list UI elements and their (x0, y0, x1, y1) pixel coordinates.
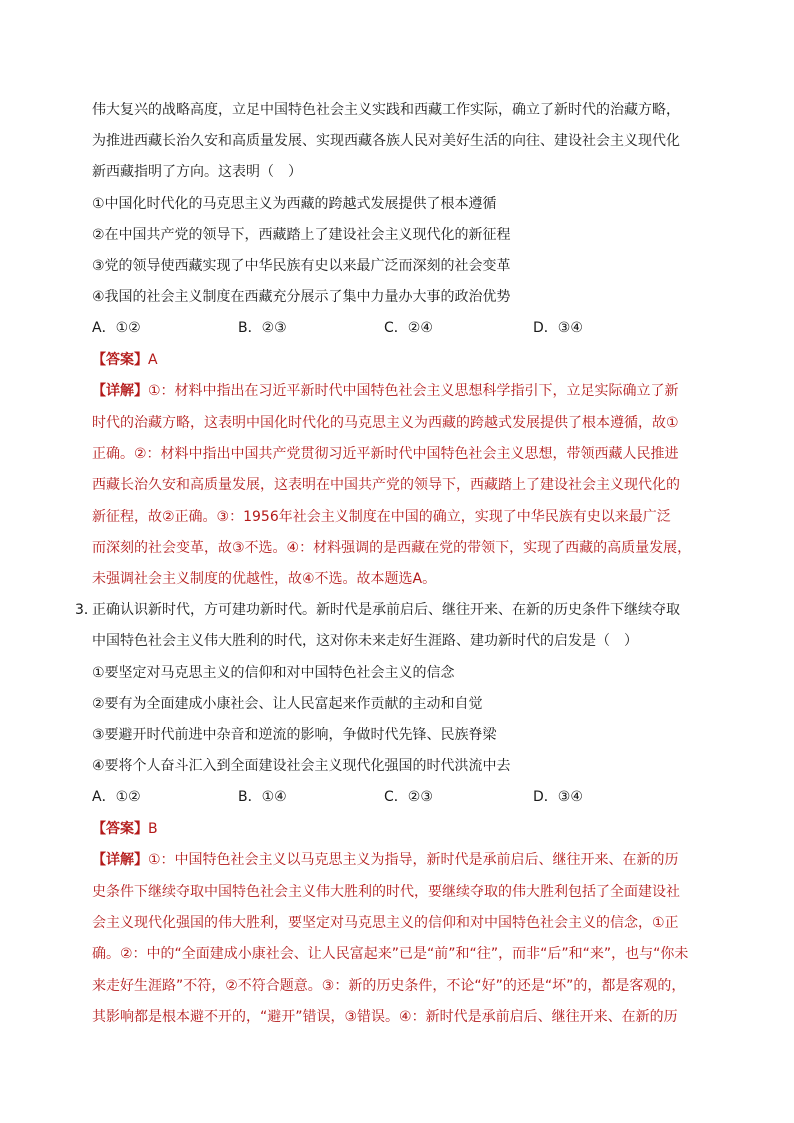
q3-detail-line-1 (92, 850, 712, 870)
q3-detail-tag: 【详解】 (92, 852, 148, 868)
q3-detail-line-2: 史条件下继续夺取中国特色社会主义伟大胜利的时代，要继续夺取的伟大胜利包括了全面建设社 (92, 884, 680, 900)
q2-option-b: B．②③ (238, 320, 287, 336)
q2-answer-value: A (148, 352, 158, 368)
q3-options (92, 787, 712, 807)
q2-option-a: A．①② (92, 320, 141, 336)
q2-statement-1: ①中国化时代化的马克思主义为西藏的跨越式发展提供了根本遵循 (92, 196, 497, 212)
q2-detail-text-1: ①：材料中指出在习近平新时代中国特色社会主义思想科学指引下，立足实际确立了新 (148, 383, 679, 399)
q3-detail-line-6: 其影响都是根本避不开的，“避开”错误，③错误。④：新时代是承前启后、继往开来、在新的历 (92, 1009, 678, 1025)
q2-answer-tag: 【答案】 (92, 352, 148, 368)
q3-answer-tag: 【答案】 (92, 821, 148, 837)
q2-statement-4: ④我国的社会主义制度在西藏充分展示了集中力量办大事的政治优势 (92, 289, 511, 305)
q3-detail-line-3: 会主义现代化强国的伟大胜利，要坚定对马克思主义的信仰和对中国特色社会主义的信念，①正 (92, 915, 679, 931)
q3-statement-4: ④要将个人奋斗汇入到全面建设社会主义现代化强国的时代洪流中去 (92, 758, 511, 774)
q2-stem-line-2: 为推进西藏长治久安和高质量发展、实现西藏各族人民对美好生活的向往、建设社会主义现代化 (92, 133, 680, 149)
q2-detail-tag: 【详解】 (92, 383, 148, 399)
q2-detail-line-3: 正确。②：材料中指出中国共产党贯彻习近平新时代中国特色社会主义思想，带领西藏人民推进 (92, 446, 679, 462)
q2-option-c: C．②④ (384, 320, 433, 336)
q3-number: 3． (75, 602, 98, 618)
q2-statement-3: ③党的领导使西藏实现了中华民族有史以来最广泛而深刻的社会变革 (92, 258, 511, 274)
q2-detail-line-5: 新征程，故②正确。③：1956年社会主义制度在中国的确立，实现了中华民族有史以来最广泛 (92, 509, 671, 525)
q2-detail-line-1 (92, 381, 712, 401)
q3-option-d: D．③④ (533, 789, 583, 805)
q3-detail-text-1: ①：中国特色社会主义以马克思主义为指导，新时代是承前启后、继往开来、在新的历 (148, 852, 679, 868)
q3-stem-line-1: 正确认识新时代，方可建功新时代。新时代是承前启后、继往开来、在新的历史条件下继续夺取 (92, 602, 680, 618)
q3-answer-value: B (148, 821, 158, 837)
q3-option-c: C．②③ (384, 789, 433, 805)
q2-stem-line-1: 伟大复兴的战略高度，立足中国特色社会主义实践和西藏工作实际，确立了新时代的治藏方略， (92, 102, 680, 118)
q3-answer (92, 819, 712, 839)
q3-statement-1: ①要坚定对马克思主义的信仰和对中国特色社会主义的信念 (92, 665, 455, 681)
q3-option-b: B．①④ (238, 789, 287, 805)
q3-option-a: A．①② (92, 789, 141, 805)
q2-option-d: D．③④ (533, 320, 583, 336)
q2-detail-line-2: 时代的治藏方略，这表明中国化时代化的马克思主义为西藏的跨越式发展提供了根本遵循，故① (92, 415, 679, 431)
q2-statement-2: ②在中国共产党的领导下，西藏踏上了建设社会主义现代化的新征程 (92, 227, 511, 243)
q2-detail-line-7: 未强调社会主义制度的优越性，故④不选。故本题选A。 (92, 571, 437, 587)
q2-detail-line-6: 而深刻的社会变革，故③不选。④：材料强调的是西藏在党的带领下，实现了西藏的高质量发展， (92, 540, 692, 556)
q3-detail-line-4: 确。②：中的“全面建成小康社会、让人民富起来”已是“前”和“往”，而非“后”和“来”，也与“你未 (92, 946, 689, 962)
q2-options (92, 318, 712, 338)
q3-statement-2: ②要有为全面建成小康社会、让人民富起来作贡献的主动和自觉 (92, 696, 483, 712)
q2-detail-line-4: 西藏长治久安和高质量发展，这表明在中国共产党的领导下，西藏踏上了建设社会主义现代化的 (92, 477, 680, 493)
q2-answer (92, 350, 712, 370)
q3-stem-line-2: 中国特色社会主义伟大胜利的时代，这对你未来走好生涯路、建功新时代的启发是（ ） (92, 633, 638, 649)
q3-detail-line-5: 来走好生涯路”不符，②不符合题意。③：新的历史条件，不论“好”的还是“坏”的，都是客观的， (92, 978, 686, 994)
q2-stem-line-3: 新西藏指明了方向。这表明（ ） (92, 164, 302, 180)
q3-statement-3: ③要避开时代前进中杂音和逆流的影响，争做时代先锋、民族脊梁 (92, 727, 497, 743)
